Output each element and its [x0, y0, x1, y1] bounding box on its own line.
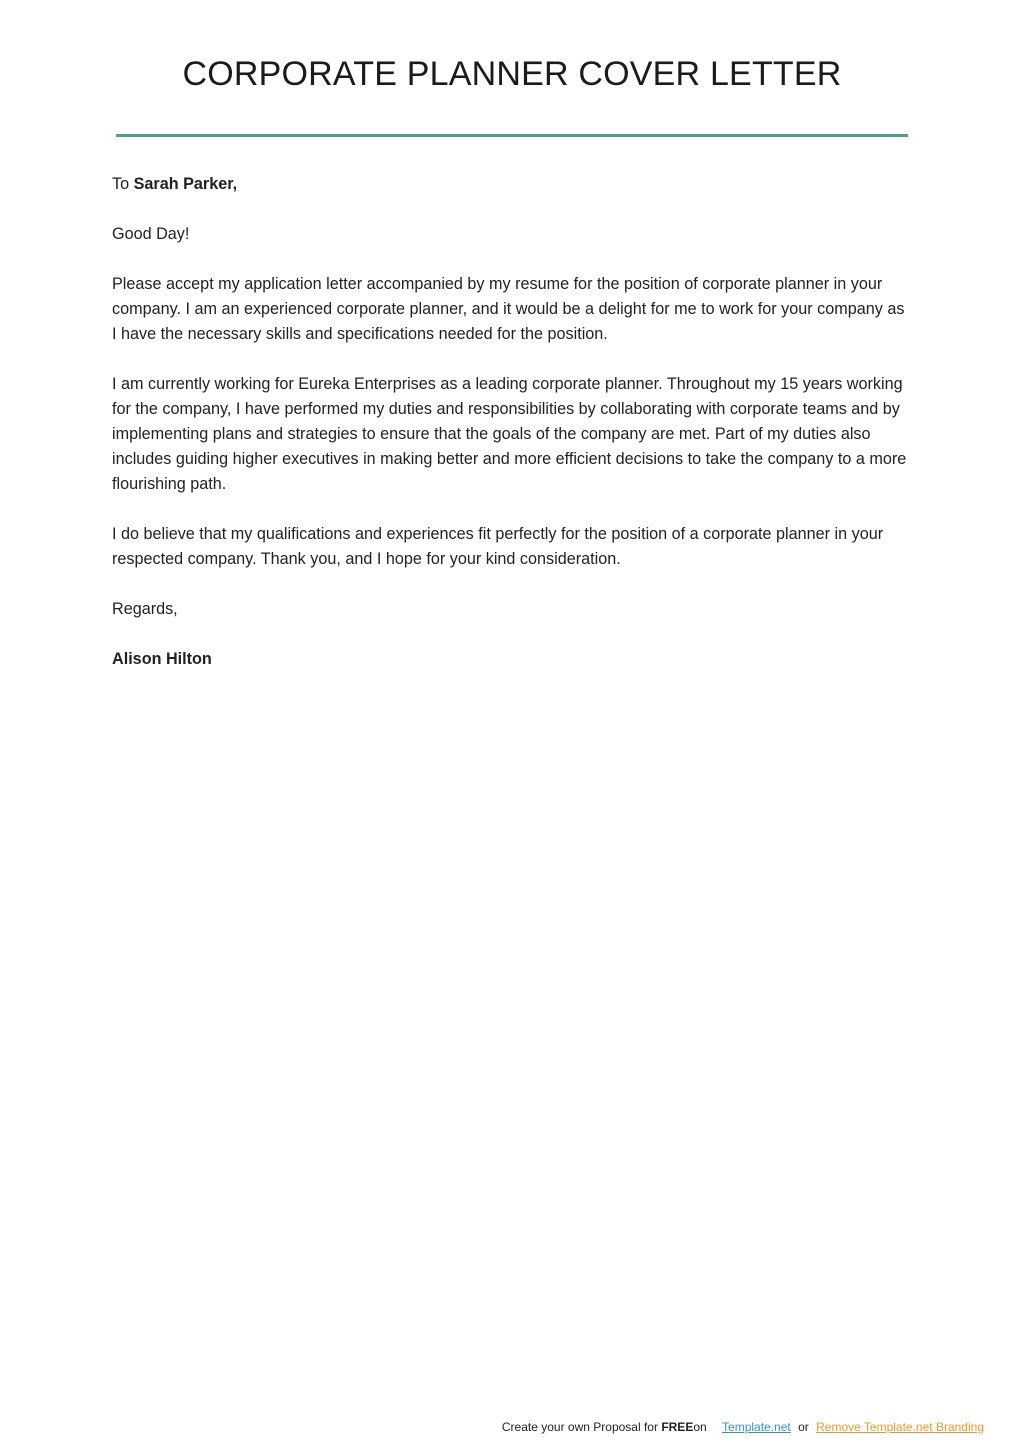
- footer-prefix: Create your own Proposal for: [501, 1420, 658, 1434]
- letter-body: [112, 172, 912, 697]
- template-net-link[interactable]: Template.net: [722, 1420, 791, 1434]
- remove-branding-link[interactable]: Remove Template.net Branding: [816, 1420, 984, 1434]
- footer-or: or: [798, 1420, 809, 1434]
- salutation-line: [112, 172, 912, 197]
- paragraph-3: I do believe that my qualifications and experiences fit perfectly for the position of a corporate planner in your respected company. Thank you, and I hope for your kind consideration.: [112, 525, 884, 568]
- greeting: Good Day!: [112, 225, 190, 243]
- recipient-name: Sarah Parker,: [133, 175, 238, 193]
- signature: Alison Hilton: [112, 650, 212, 668]
- footer-on: on: [693, 1420, 707, 1434]
- title-divider: [116, 134, 908, 137]
- paragraph-1: Please accept my application letter accompanied by my resume for the position of corporate planner in your company. I am an experienced corporate planner, and it would be a delight for me to work for your company as I have the necessary skills and specifications needed for the position.: [112, 275, 905, 343]
- paragraph-2: I am currently working for Eureka Enterprises as a leading corporate planner. Throughout my 15 years working for the company, I have performed my duties and responsibilities by collaborating with corporate teams and by implementing plans and strategies to ensure that the goals of the company are met. Part of my duties also includes guiding higher executives in making better and more efficient decisions to take the company to a more flourishing path.: [112, 375, 907, 493]
- salutation-prefix: To: [112, 175, 130, 193]
- footer-free: FREE: [661, 1420, 694, 1434]
- document-title: CORPORATE PLANNER COVER LETTER: [182, 55, 842, 93]
- branding-footer: [502, 1418, 984, 1436]
- closing: Regards,: [112, 600, 178, 618]
